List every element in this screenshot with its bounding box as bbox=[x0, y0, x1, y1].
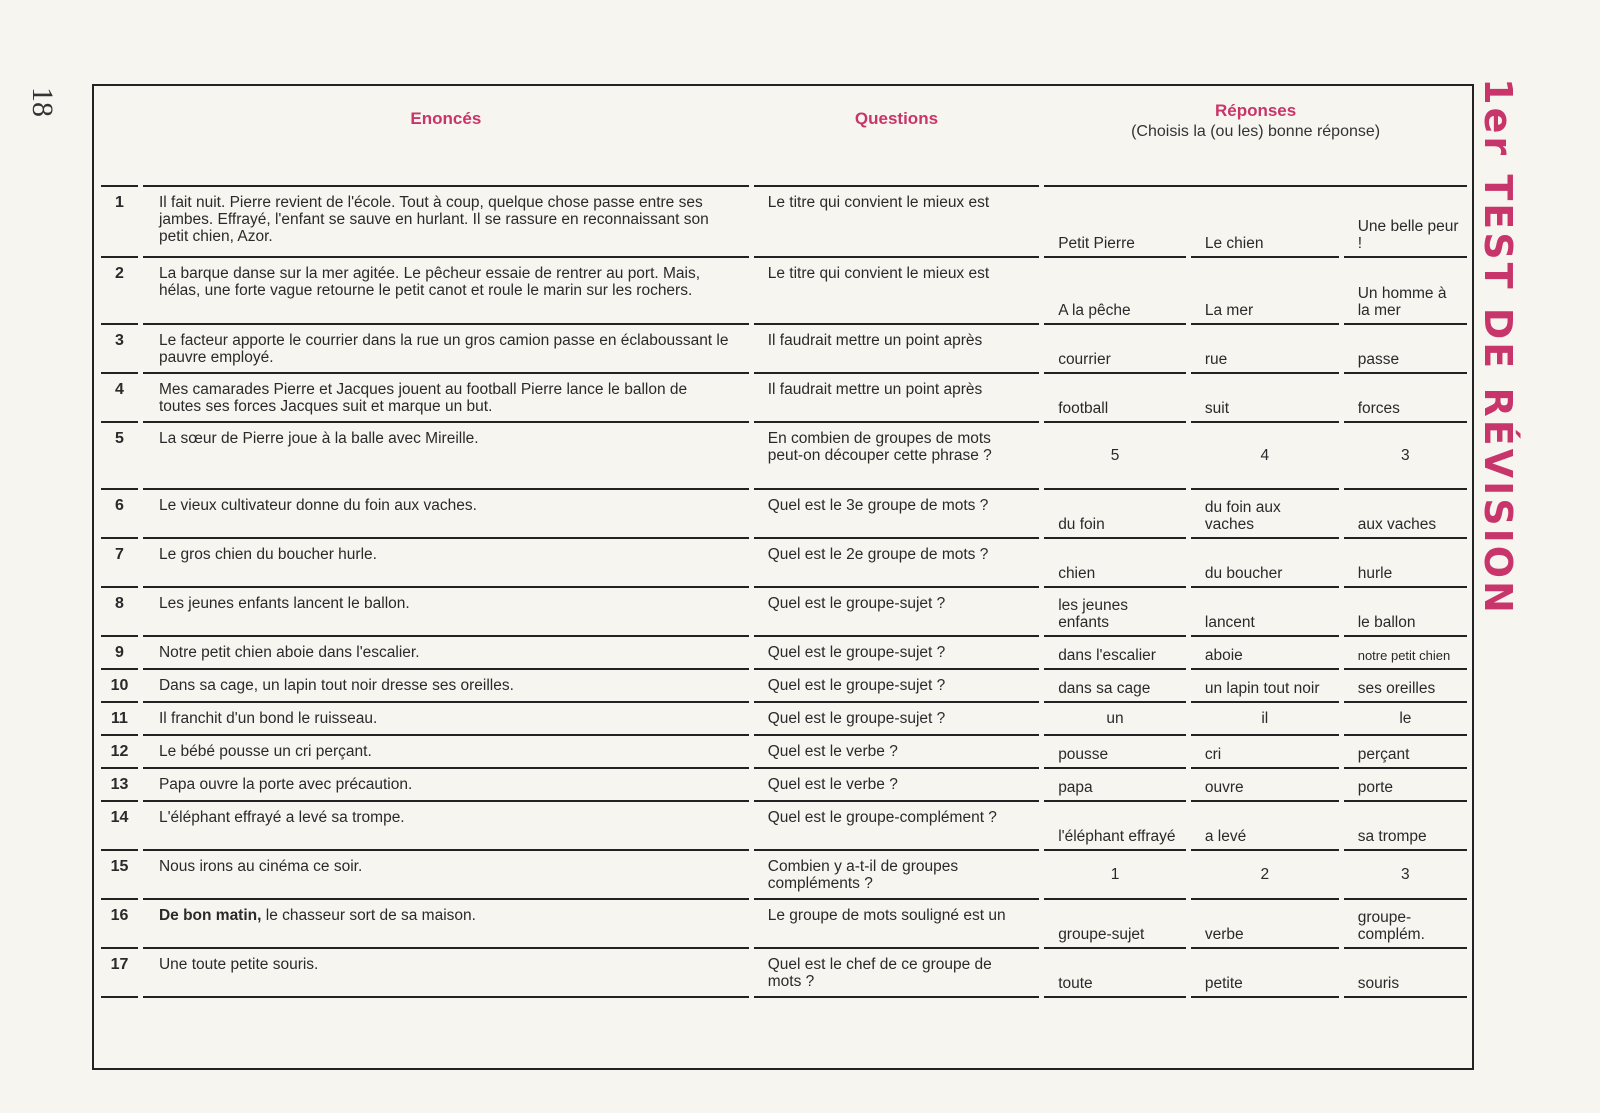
answer-choice-2[interactable]: un lapin tout noir bbox=[1191, 673, 1339, 703]
table-row bbox=[101, 706, 1467, 736]
row-enonce bbox=[143, 493, 749, 539]
answer-choice-2[interactable]: a levé bbox=[1191, 805, 1339, 851]
row-enonce bbox=[143, 542, 749, 588]
row-enonce bbox=[143, 772, 749, 802]
answer-choice-2[interactable]: cri bbox=[1191, 739, 1339, 769]
answer-choice-2[interactable]: La mer bbox=[1191, 261, 1339, 325]
answer-choice-3[interactable]: aux vaches bbox=[1344, 493, 1467, 539]
answer-choice-1[interactable]: A la pêche bbox=[1044, 261, 1186, 325]
table-row bbox=[101, 426, 1467, 490]
enonce-text: L'éléphant effrayé a levé sa trompe. bbox=[158, 809, 405, 826]
row-enonce bbox=[143, 261, 749, 325]
row-enonce bbox=[143, 739, 749, 769]
row-number: 1 bbox=[101, 190, 138, 258]
answer-choice-1[interactable]: du foin bbox=[1044, 493, 1186, 539]
row-question: Quel est le groupe-complément ? bbox=[754, 805, 1039, 851]
row-question: Le titre qui convient le mieux est bbox=[754, 190, 1039, 258]
row-number: 13 bbox=[101, 772, 138, 802]
row-question: Le groupe de mots souligné est un bbox=[754, 903, 1039, 949]
header-enonces: Enoncés bbox=[143, 91, 749, 187]
answer-choice-3[interactable]: sa trompe bbox=[1344, 805, 1467, 851]
header-num bbox=[101, 91, 138, 187]
enonce-text: le chasseur sort de sa maison. bbox=[261, 907, 476, 924]
row-enonce bbox=[143, 640, 749, 670]
row-question: Quel est le 3e groupe de mots ? bbox=[754, 493, 1039, 539]
answer-choice-3[interactable]: le ballon bbox=[1344, 591, 1467, 637]
row-enonce bbox=[143, 377, 749, 423]
row-enonce bbox=[143, 328, 749, 374]
row-number: 14 bbox=[101, 805, 138, 851]
answer-choice-1[interactable]: chien bbox=[1044, 542, 1186, 588]
row-question: Il faudrait mettre un point après bbox=[754, 328, 1039, 374]
answer-choice-1[interactable]: dans sa cage bbox=[1044, 673, 1186, 703]
row-number: 10 bbox=[101, 673, 138, 703]
answer-choice-1[interactable]: courrier bbox=[1044, 328, 1186, 374]
answer-choice-1[interactable]: groupe-sujet bbox=[1044, 903, 1186, 949]
row-question: Combien y a-t-il de groupes compléments ? bbox=[754, 854, 1039, 900]
row-number: 9 bbox=[101, 640, 138, 670]
row-number: 8 bbox=[101, 591, 138, 637]
enonce-text: Le facteur apporte le courrier dans la rue un gros camion passe en éclaboussant le pauvre employé. bbox=[158, 332, 729, 366]
header-reponses: Réponses (Choisis la (ou les) bonne réponse) bbox=[1044, 91, 1467, 187]
row-question: Le titre qui convient le mieux est bbox=[754, 261, 1039, 325]
enonce-text: Le gros chien du boucher hurle. bbox=[158, 546, 377, 563]
enonce-text: Nous irons au cinéma ce soir. bbox=[158, 858, 363, 875]
table-row bbox=[101, 854, 1467, 900]
enonce-text: Une toute petite souris. bbox=[158, 956, 319, 973]
row-number: 6 bbox=[101, 493, 138, 539]
answer-choice-1[interactable]: dans l'escalier bbox=[1044, 640, 1186, 670]
row-question: Il faudrait mettre un point après bbox=[754, 377, 1039, 423]
row-question: Quel est le groupe-sujet ? bbox=[754, 706, 1039, 736]
enonce-text: Il fait nuit. Pierre revient de l'école. Tout à coup, quelque chose passe entre ses jambes. Effrayé, l'enfant se sauve en hurlant. Il se rassure en reconnaissant son petit chien, Azor. bbox=[158, 194, 709, 245]
answer-choice-2[interactable]: 2 bbox=[1191, 854, 1339, 900]
enonce-text: Les jeunes enfants lancent le ballon. bbox=[158, 595, 410, 612]
answer-choice-3[interactable]: passe bbox=[1344, 328, 1467, 374]
answer-choice-3[interactable]: notre petit chien bbox=[1344, 640, 1467, 670]
answer-choice-2[interactable]: 4 bbox=[1191, 426, 1339, 490]
row-enonce bbox=[143, 805, 749, 851]
answer-choice-2[interactable]: du boucher bbox=[1191, 542, 1339, 588]
table-row bbox=[101, 190, 1467, 258]
answer-choice-2[interactable]: Le chien bbox=[1191, 190, 1339, 258]
answer-choice-1[interactable]: un bbox=[1044, 706, 1186, 736]
row-question: Quel est le verbe ? bbox=[754, 772, 1039, 802]
table-row bbox=[101, 328, 1467, 374]
answer-choice-1[interactable]: les jeunes enfants bbox=[1044, 591, 1186, 637]
answer-choice-2[interactable]: lancent bbox=[1191, 591, 1339, 637]
table-row bbox=[101, 903, 1467, 949]
enonce-text: Il franchit d'un bond le ruisseau. bbox=[158, 710, 378, 727]
row-enonce bbox=[143, 854, 749, 900]
answer-choice-1[interactable]: pousse bbox=[1044, 739, 1186, 769]
row-number: 15 bbox=[101, 854, 138, 900]
answer-choice-3[interactable]: ses oreilles bbox=[1344, 673, 1467, 703]
row-enonce bbox=[143, 591, 749, 637]
table-row bbox=[101, 591, 1467, 637]
answer-choice-1[interactable]: football bbox=[1044, 377, 1186, 423]
row-enonce bbox=[143, 952, 749, 998]
enonce-text: Notre petit chien aboie dans l'escalier. bbox=[158, 644, 420, 661]
row-number: 2 bbox=[101, 261, 138, 325]
header-row bbox=[101, 91, 1467, 187]
table-row bbox=[101, 640, 1467, 670]
answer-choice-3[interactable]: le bbox=[1344, 706, 1467, 736]
table-row bbox=[101, 261, 1467, 325]
answer-choice-3[interactable]: perçant bbox=[1344, 739, 1467, 769]
table-body bbox=[101, 190, 1467, 998]
row-enonce bbox=[143, 673, 749, 703]
enonce-text: Mes camarades Pierre et Jacques jouent au football Pierre lance le ballon de toutes ses forces Jacques suit et marque un but. bbox=[158, 381, 688, 415]
row-question: Quel est le groupe-sujet ? bbox=[754, 673, 1039, 703]
row-enonce bbox=[143, 426, 749, 490]
answer-choice-1[interactable]: 1 bbox=[1044, 854, 1186, 900]
answer-choice-2[interactable]: verbe bbox=[1191, 903, 1339, 949]
enonce-text: Le bébé pousse un cri perçant. bbox=[158, 743, 372, 760]
table-row bbox=[101, 377, 1467, 423]
enonce-text: La sœur de Pierre joue à la balle avec Mireille. bbox=[158, 430, 479, 447]
answer-choice-3[interactable]: Une belle peur ! bbox=[1344, 190, 1467, 258]
answer-choice-1[interactable]: Petit Pierre bbox=[1044, 190, 1186, 258]
row-question: En combien de groupes de mots peut-on découper cette phrase ? bbox=[754, 426, 1039, 490]
row-number: 4 bbox=[101, 377, 138, 423]
row-enonce bbox=[143, 190, 749, 258]
answer-choice-1[interactable]: l'éléphant effrayé bbox=[1044, 805, 1186, 851]
answer-choice-2[interactable]: il bbox=[1191, 706, 1339, 736]
enonce-text: Le vieux cultivateur donne du foin aux vaches. bbox=[158, 497, 477, 514]
answer-choice-3[interactable]: hurle bbox=[1344, 542, 1467, 588]
row-number: 16 bbox=[101, 903, 138, 949]
row-question: Quel est le chef de ce groupe de mots ? bbox=[754, 952, 1039, 998]
answer-choice-3[interactable]: forces bbox=[1344, 377, 1467, 423]
page-number: 18 bbox=[26, 87, 59, 117]
revision-table bbox=[96, 88, 1472, 1001]
answer-choice-2[interactable]: rue bbox=[1191, 328, 1339, 374]
row-question: Quel est le groupe-sujet ? bbox=[754, 640, 1039, 670]
answer-choice-1[interactable]: papa bbox=[1044, 772, 1186, 802]
table-row bbox=[101, 739, 1467, 769]
answer-choice-2[interactable]: suit bbox=[1191, 377, 1339, 423]
table-row bbox=[101, 542, 1467, 588]
enonce-text: Dans sa cage, un lapin tout noir dresse ses oreilles. bbox=[158, 677, 514, 694]
enonce-text: La barque danse sur la mer agitée. Le pêcheur essaie de rentrer au port. Mais, hélas, une forte vague retourne le petit canot et roule le marin sur les rochers. bbox=[158, 265, 701, 299]
answer-choice-3[interactable]: porte bbox=[1344, 772, 1467, 802]
table-row bbox=[101, 805, 1467, 851]
table-row bbox=[101, 952, 1467, 998]
enonce-text: Papa ouvre la porte avec précaution. bbox=[158, 776, 413, 793]
table-row bbox=[101, 673, 1467, 703]
row-question: Quel est le 2e groupe de mots ? bbox=[754, 542, 1039, 588]
row-number: 7 bbox=[101, 542, 138, 588]
row-number: 17 bbox=[101, 952, 138, 998]
answer-choice-3[interactable]: Un homme à la mer bbox=[1344, 261, 1467, 325]
row-number: 5 bbox=[101, 426, 138, 490]
answer-choice-2[interactable]: petite bbox=[1191, 952, 1339, 998]
row-enonce bbox=[143, 903, 749, 949]
answer-choice-2[interactable]: du foin aux vaches bbox=[1191, 493, 1339, 539]
answer-choice-2[interactable]: ouvre bbox=[1191, 772, 1339, 802]
row-question: Quel est le groupe-sujet ? bbox=[754, 591, 1039, 637]
row-question: Quel est le verbe ? bbox=[754, 739, 1039, 769]
answer-choice-3[interactable]: groupe-complém. bbox=[1344, 903, 1467, 949]
row-number: 3 bbox=[101, 328, 138, 374]
row-number: 11 bbox=[101, 706, 138, 736]
enonce-underlined-group: De bon matin, bbox=[158, 907, 262, 924]
side-title: 1er TEST DE RÉVISION bbox=[1476, 78, 1521, 616]
answer-choice-3[interactable]: 3 bbox=[1344, 426, 1467, 490]
answer-choice-3[interactable]: 3 bbox=[1344, 854, 1467, 900]
row-enonce bbox=[143, 706, 749, 736]
row-number: 12 bbox=[101, 739, 138, 769]
answer-choice-1[interactable]: 5 bbox=[1044, 426, 1186, 490]
header-questions: Questions bbox=[754, 91, 1039, 187]
answer-choice-3[interactable]: souris bbox=[1344, 952, 1467, 998]
table-row bbox=[101, 493, 1467, 539]
table-row bbox=[101, 772, 1467, 802]
answer-choice-1[interactable]: toute bbox=[1044, 952, 1186, 998]
answer-choice-2[interactable]: aboie bbox=[1191, 640, 1339, 670]
